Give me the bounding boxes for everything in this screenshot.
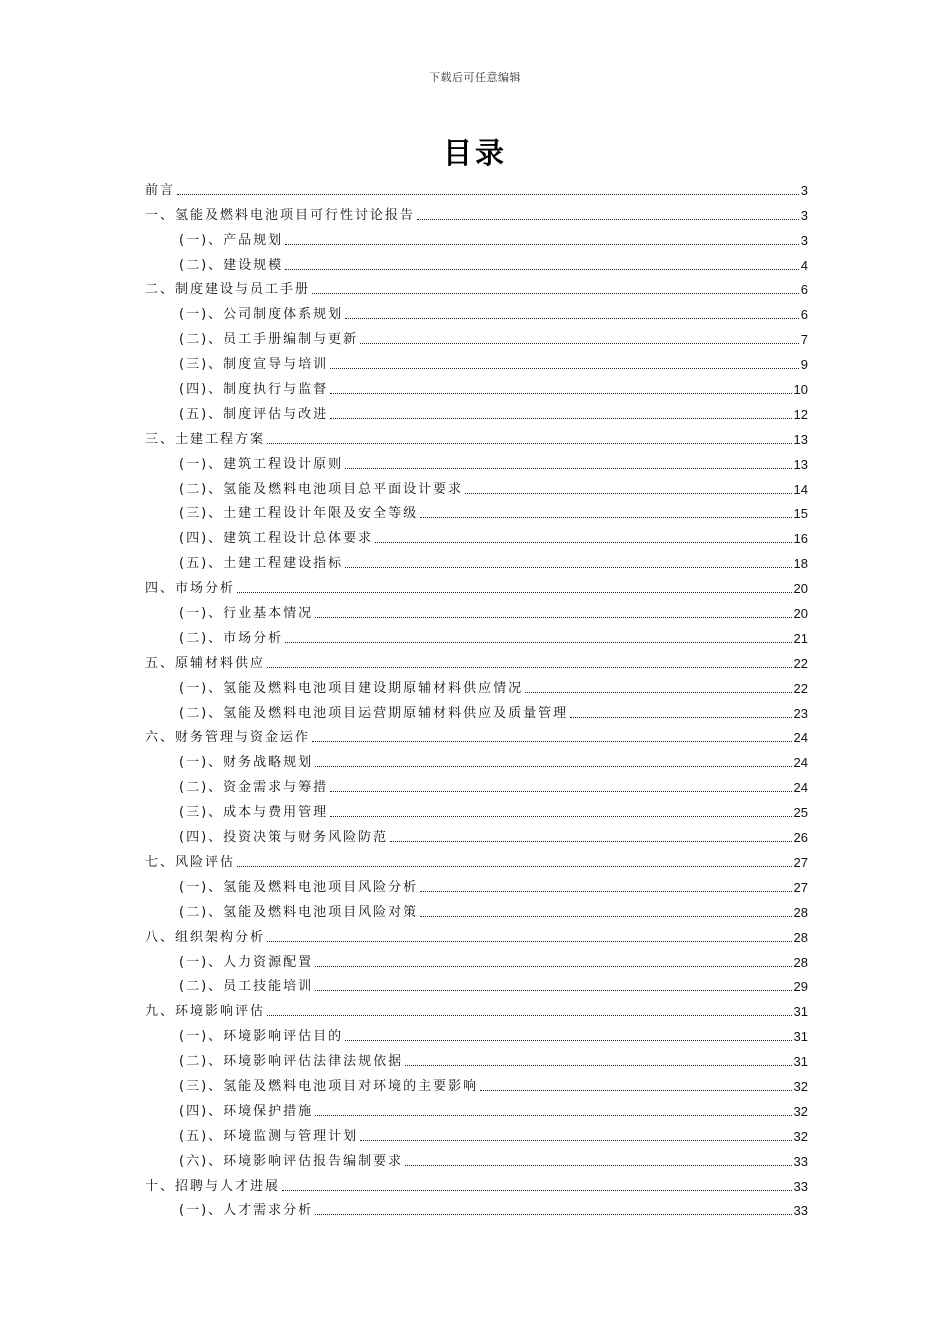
toc-subsection-entry[interactable] (145, 448, 808, 473)
toc-entry-title: 六、财务管理与资金运作 (145, 730, 311, 746)
toc-entry-title: (二)、资金需求与筹措 (179, 780, 329, 796)
toc-entry-title: (一)、环境影响评估目的 (179, 1029, 344, 1045)
toc-entry-title: 二、制度建设与员工手册 (145, 282, 311, 298)
toc-section-entry[interactable] (145, 423, 808, 448)
toc-dot-leader (465, 493, 791, 494)
toc-dot-leader (315, 617, 791, 618)
toc-subsection-entry[interactable] (145, 1095, 808, 1120)
toc-subsection-entry[interactable] (145, 1020, 808, 1045)
toc-section-entry[interactable] (145, 199, 808, 224)
toc-page-number: 6 (800, 282, 808, 298)
toc-page-number: 24 (793, 780, 808, 796)
toc-section-entry[interactable] (145, 995, 808, 1020)
toc-dot-leader (570, 717, 791, 718)
toc-entry-title: (二)、氢能及燃料电池项目运营期原辅材料供应及质量管理 (179, 705, 569, 721)
toc-page-number: 22 (793, 680, 808, 696)
toc-entry-title: (二)、员工技能培训 (179, 979, 314, 995)
toc-subsection-entry[interactable] (145, 771, 808, 796)
toc-entry-title: (四)、环境保护措施 (179, 1103, 314, 1119)
toc-entry-title: (一)、人才需求分析 (179, 1203, 314, 1219)
toc-page-number: 20 (793, 606, 808, 622)
toc-dot-leader (405, 1065, 791, 1066)
toc-page-number: 12 (793, 406, 808, 422)
toc-dot-leader (282, 1190, 792, 1191)
toc-dot-leader (480, 1090, 791, 1091)
toc-subsection-entry[interactable] (145, 1120, 808, 1145)
toc-subsection-entry[interactable] (145, 697, 808, 722)
toc-dot-leader (330, 418, 791, 419)
toc-page-number: 13 (793, 456, 808, 472)
toc-entry-title: (四)、投资决策与财务风险防范 (179, 830, 389, 846)
toc-dot-leader (267, 1015, 792, 1016)
toc-dot-leader (345, 1040, 791, 1041)
toc-dot-leader (330, 791, 791, 792)
toc-page-number: 3 (800, 207, 808, 223)
toc-subsection-entry[interactable] (145, 224, 808, 249)
toc-entry-title: (一)、人力资源配置 (179, 954, 314, 970)
toc-entry-title: 九、环境影响评估 (145, 1004, 266, 1020)
toc-entry-title: (六)、环境影响评估报告编制要求 (179, 1153, 404, 1169)
toc-entry-title: (二)、员工手册编制与更新 (179, 332, 359, 348)
toc-section-entry[interactable] (145, 647, 808, 672)
toc-page-number: 31 (793, 1029, 808, 1045)
toc-subsection-entry[interactable] (145, 597, 808, 622)
toc-dot-leader (315, 1115, 791, 1116)
toc-dot-leader (312, 741, 792, 742)
toc-page-number: 26 (793, 830, 808, 846)
toc-entry-title: 四、市场分析 (145, 581, 236, 597)
toc-page-number: 3 (800, 182, 808, 198)
toc-entry-title: 三、土建工程方案 (145, 431, 266, 447)
toc-subsection-entry[interactable] (145, 672, 808, 697)
toc-dot-leader (345, 318, 799, 319)
toc-page-number: 33 (793, 1153, 808, 1169)
toc-page-number: 14 (793, 481, 808, 497)
toc-page-number: 28 (793, 954, 808, 970)
toc-entry-title: (二)、氢能及燃料电池项目总平面设计要求 (179, 481, 464, 497)
toc-dot-leader (315, 990, 791, 991)
toc-subsection-entry[interactable] (145, 1195, 808, 1220)
toc-entry-title: (三)、土建工程设计年限及安全等级 (179, 506, 419, 522)
toc-dot-leader (285, 269, 799, 270)
toc-dot-leader (267, 443, 792, 444)
toc-dot-leader (330, 816, 791, 817)
toc-page-number: 7 (800, 332, 808, 348)
toc-page-number: 29 (793, 979, 808, 995)
header-note: 下载后可任意编辑 (429, 71, 521, 84)
toc-subsection-entry[interactable] (145, 796, 808, 821)
toc-page-number: 25 (793, 805, 808, 821)
toc-entry-title: 前言 (145, 182, 176, 198)
toc-entry-title: (五)、制度评估与改进 (179, 406, 329, 422)
toc-entry-title: (二)、建设规模 (179, 257, 284, 273)
toc-page-number: 22 (793, 655, 808, 671)
toc-list (145, 174, 808, 1219)
toc-section-entry[interactable] (145, 722, 808, 747)
toc-title: 目录 (442, 136, 507, 170)
toc-dot-leader (345, 567, 791, 568)
toc-entry-title: (一)、行业基本情况 (179, 606, 314, 622)
toc-page-number: 32 (793, 1103, 808, 1119)
toc-subsection-entry[interactable] (145, 522, 808, 547)
toc-dot-leader (237, 592, 792, 593)
toc-entry-title: (一)、氢能及燃料电池项目建设期原辅材料供应情况 (179, 680, 524, 696)
toc-entry-title: (五)、环境监测与管理计划 (179, 1128, 359, 1144)
toc-dot-leader (315, 966, 791, 967)
toc-dot-leader (267, 667, 792, 668)
toc-entry-title: 八、组织架构分析 (145, 929, 266, 945)
toc-page-number: 31 (793, 1004, 808, 1020)
toc-dot-leader (267, 941, 792, 942)
toc-dot-leader (525, 692, 791, 693)
toc-page-number: 23 (793, 705, 808, 721)
toc-subsection-entry[interactable] (145, 1070, 808, 1095)
toc-page-number: 27 (793, 879, 808, 895)
toc-entry-title: 七、风险评估 (145, 854, 236, 870)
toc-subsection-entry[interactable] (145, 373, 808, 398)
toc-subsection-entry[interactable] (145, 323, 808, 348)
toc-page-number: 15 (793, 506, 808, 522)
toc-dot-leader (360, 1140, 791, 1141)
toc-entry-title: (一)、公司制度体系规划 (179, 307, 344, 323)
toc-dot-leader (177, 194, 799, 195)
toc-entry-title: (一)、建筑工程设计原则 (179, 456, 344, 472)
toc-dot-leader (375, 542, 791, 543)
toc-entry-title: (五)、土建工程建设指标 (179, 556, 344, 572)
toc-entry-title: (四)、制度执行与监督 (179, 382, 329, 398)
toc-page-number: 24 (793, 755, 808, 771)
toc-page-number: 32 (793, 1078, 808, 1094)
toc-dot-leader (420, 517, 791, 518)
toc-subsection-entry[interactable] (145, 1045, 808, 1070)
toc-subsection-entry[interactable] (145, 473, 808, 498)
toc-page-number: 18 (793, 556, 808, 572)
toc-page-number: 24 (793, 730, 808, 746)
toc-dot-leader (237, 866, 792, 867)
toc-page-number: 20 (793, 581, 808, 597)
toc-entry-title: (三)、制度宣导与培训 (179, 357, 329, 373)
toc-page-number: 13 (793, 431, 808, 447)
toc-entry-title: (三)、氢能及燃料电池项目对环境的主要影响 (179, 1078, 479, 1094)
toc-section-entry[interactable] (145, 846, 808, 871)
toc-subsection-entry[interactable] (145, 398, 808, 423)
toc-subsection-entry[interactable] (145, 348, 808, 373)
toc-page-number: 28 (793, 904, 808, 920)
toc-entry-title: 十、招聘与人才进展 (145, 1178, 281, 1194)
toc-dot-leader (420, 891, 791, 892)
toc-entry-title: (二)、市场分析 (179, 630, 284, 646)
toc-page-number: 9 (800, 357, 808, 373)
toc-page-number: 32 (793, 1128, 808, 1144)
toc-dot-leader (390, 841, 791, 842)
toc-entry-title: (一)、财务战略规划 (179, 755, 314, 771)
toc-subsection-entry[interactable] (145, 746, 808, 771)
toc-section-entry[interactable] (145, 921, 808, 946)
toc-page-number: 33 (793, 1178, 808, 1194)
toc-subsection-entry[interactable] (145, 547, 808, 572)
toc-page-number: 28 (793, 929, 808, 945)
toc-dot-leader (315, 1214, 791, 1215)
toc-page-number: 27 (793, 854, 808, 870)
toc-entry-title: (三)、成本与费用管理 (179, 805, 329, 821)
toc-subsection-entry[interactable] (145, 1145, 808, 1170)
toc-dot-leader (312, 293, 799, 294)
toc-subsection-entry[interactable] (145, 249, 808, 274)
toc-section-entry[interactable] (145, 1170, 808, 1195)
toc-dot-leader (315, 766, 791, 767)
toc-page-number: 10 (793, 382, 808, 398)
toc-dot-leader (405, 1165, 791, 1166)
toc-section-entry[interactable] (145, 174, 808, 199)
toc-subsection-entry[interactable] (145, 871, 808, 896)
toc-page-number: 16 (793, 531, 808, 547)
toc-subsection-entry[interactable] (145, 946, 808, 971)
toc-dot-leader (330, 368, 799, 369)
toc-page-number: 31 (793, 1054, 808, 1070)
toc-subsection-entry[interactable] (145, 896, 808, 921)
toc-dot-leader (345, 468, 791, 469)
toc-entry-title: 五、原辅材料供应 (145, 655, 266, 671)
toc-page-number: 21 (793, 630, 808, 646)
toc-page-number: 33 (793, 1203, 808, 1219)
toc-dot-leader (420, 916, 791, 917)
toc-subsection-entry[interactable] (145, 821, 808, 846)
toc-section-entry[interactable] (145, 572, 808, 597)
toc-subsection-entry[interactable] (145, 498, 808, 523)
toc-entry-title: (二)、环境影响评估法律法规依据 (179, 1054, 404, 1070)
toc-dot-leader (330, 393, 791, 394)
toc-page-number: 4 (800, 257, 808, 273)
toc-entry-title: (二)、氢能及燃料电池项目风险对策 (179, 904, 419, 920)
toc-entry-title: (四)、建筑工程设计总体要求 (179, 531, 374, 547)
toc-dot-leader (285, 642, 791, 643)
toc-entry-title: 一、氢能及燃料电池项目可行性讨论报告 (145, 207, 416, 223)
toc-dot-leader (417, 219, 799, 220)
toc-page-number: 3 (800, 232, 808, 248)
toc-page-number: 6 (800, 307, 808, 323)
toc-dot-leader (285, 244, 799, 245)
toc-subsection-entry[interactable] (145, 971, 808, 996)
toc-subsection-entry[interactable] (145, 298, 808, 323)
toc-dot-leader (360, 343, 799, 344)
toc-section-entry[interactable] (145, 274, 808, 299)
toc-entry-title: (一)、氢能及燃料电池项目风险分析 (179, 879, 419, 895)
toc-entry-title: (一)、产品规划 (179, 232, 284, 248)
toc-subsection-entry[interactable] (145, 622, 808, 647)
